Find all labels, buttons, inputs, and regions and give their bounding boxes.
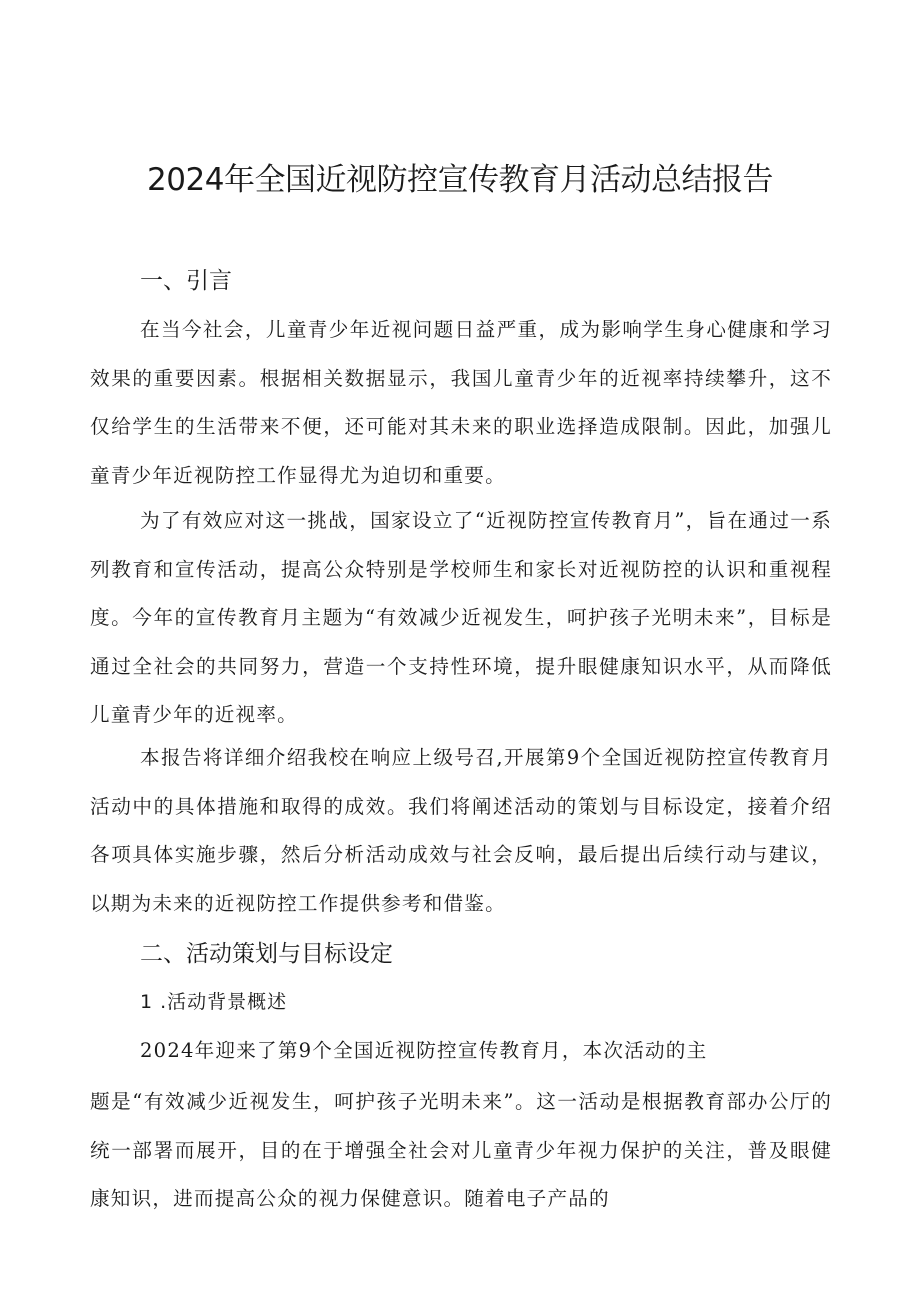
background-paragraph: 题是“有效减少近视发生，呵护孩子光明未来”。这一活动是根据教育部办公厅的统一部署而展开，目的在于增强全社会对儿童青少年视力保护的关注，普及眼健康知识，进而提高公众的视力保健意识。随着电子产品的: [90, 1090, 832, 1210]
section-heading-planning: 二、活动策划与目标设定: [140, 941, 393, 967]
intro-paragraph-2: 为了有效应对这一挑战，国家设立了“近视防控宣传教育月”，旨在通过一系列教育和宣传活动，提高公众特别是学校师生和家长对近视防控的认识和重视程度。今年的宣传教育月主题为“有效减少近视发生，呵护孩子光明未来”，目标是通过全社会的共同努力，营造一个支持性环境，提升眼健康知识水平，从而降低儿童青少年的近视率。: [90, 509, 832, 726]
section-heading-introduction: 一、引言: [140, 268, 232, 294]
document-title: 2024年全国近视防控宣传教育月活动总结报告: [147, 162, 773, 198]
subsection-heading-background: 1 .活动背景概述: [140, 991, 288, 1013]
intro-paragraph-3: 本报告将详细介绍我校在响应上级号召,开展第9个全国近视防控宣传教育月活动中的具体措施和取得的成效。我们将阐述活动的策划与目标设定，接着介绍各项具体实施步骤，然后分析活动成效与社会反响，最后提出后续行动与建议，以期为未来的近视防控工作提供参考和借鉴。: [90, 746, 832, 915]
background-first-line: 2024年迎来了第9个全国近视防控宣传教育月，本次活动的主: [140, 1039, 708, 1062]
intro-paragraph-1: 在当今社会，儿童青少年近视问题日益严重，成为影响学生身心健康和学习效果的重要因素。根据相关数据显示，我国儿童青少年的近视率持续攀升，这不仅给学生的生活带来不便，还可能对其未来的职业选择造成限制。因此，加强儿童青少年近视防控工作显得尤为迫切和重要。: [90, 318, 832, 487]
